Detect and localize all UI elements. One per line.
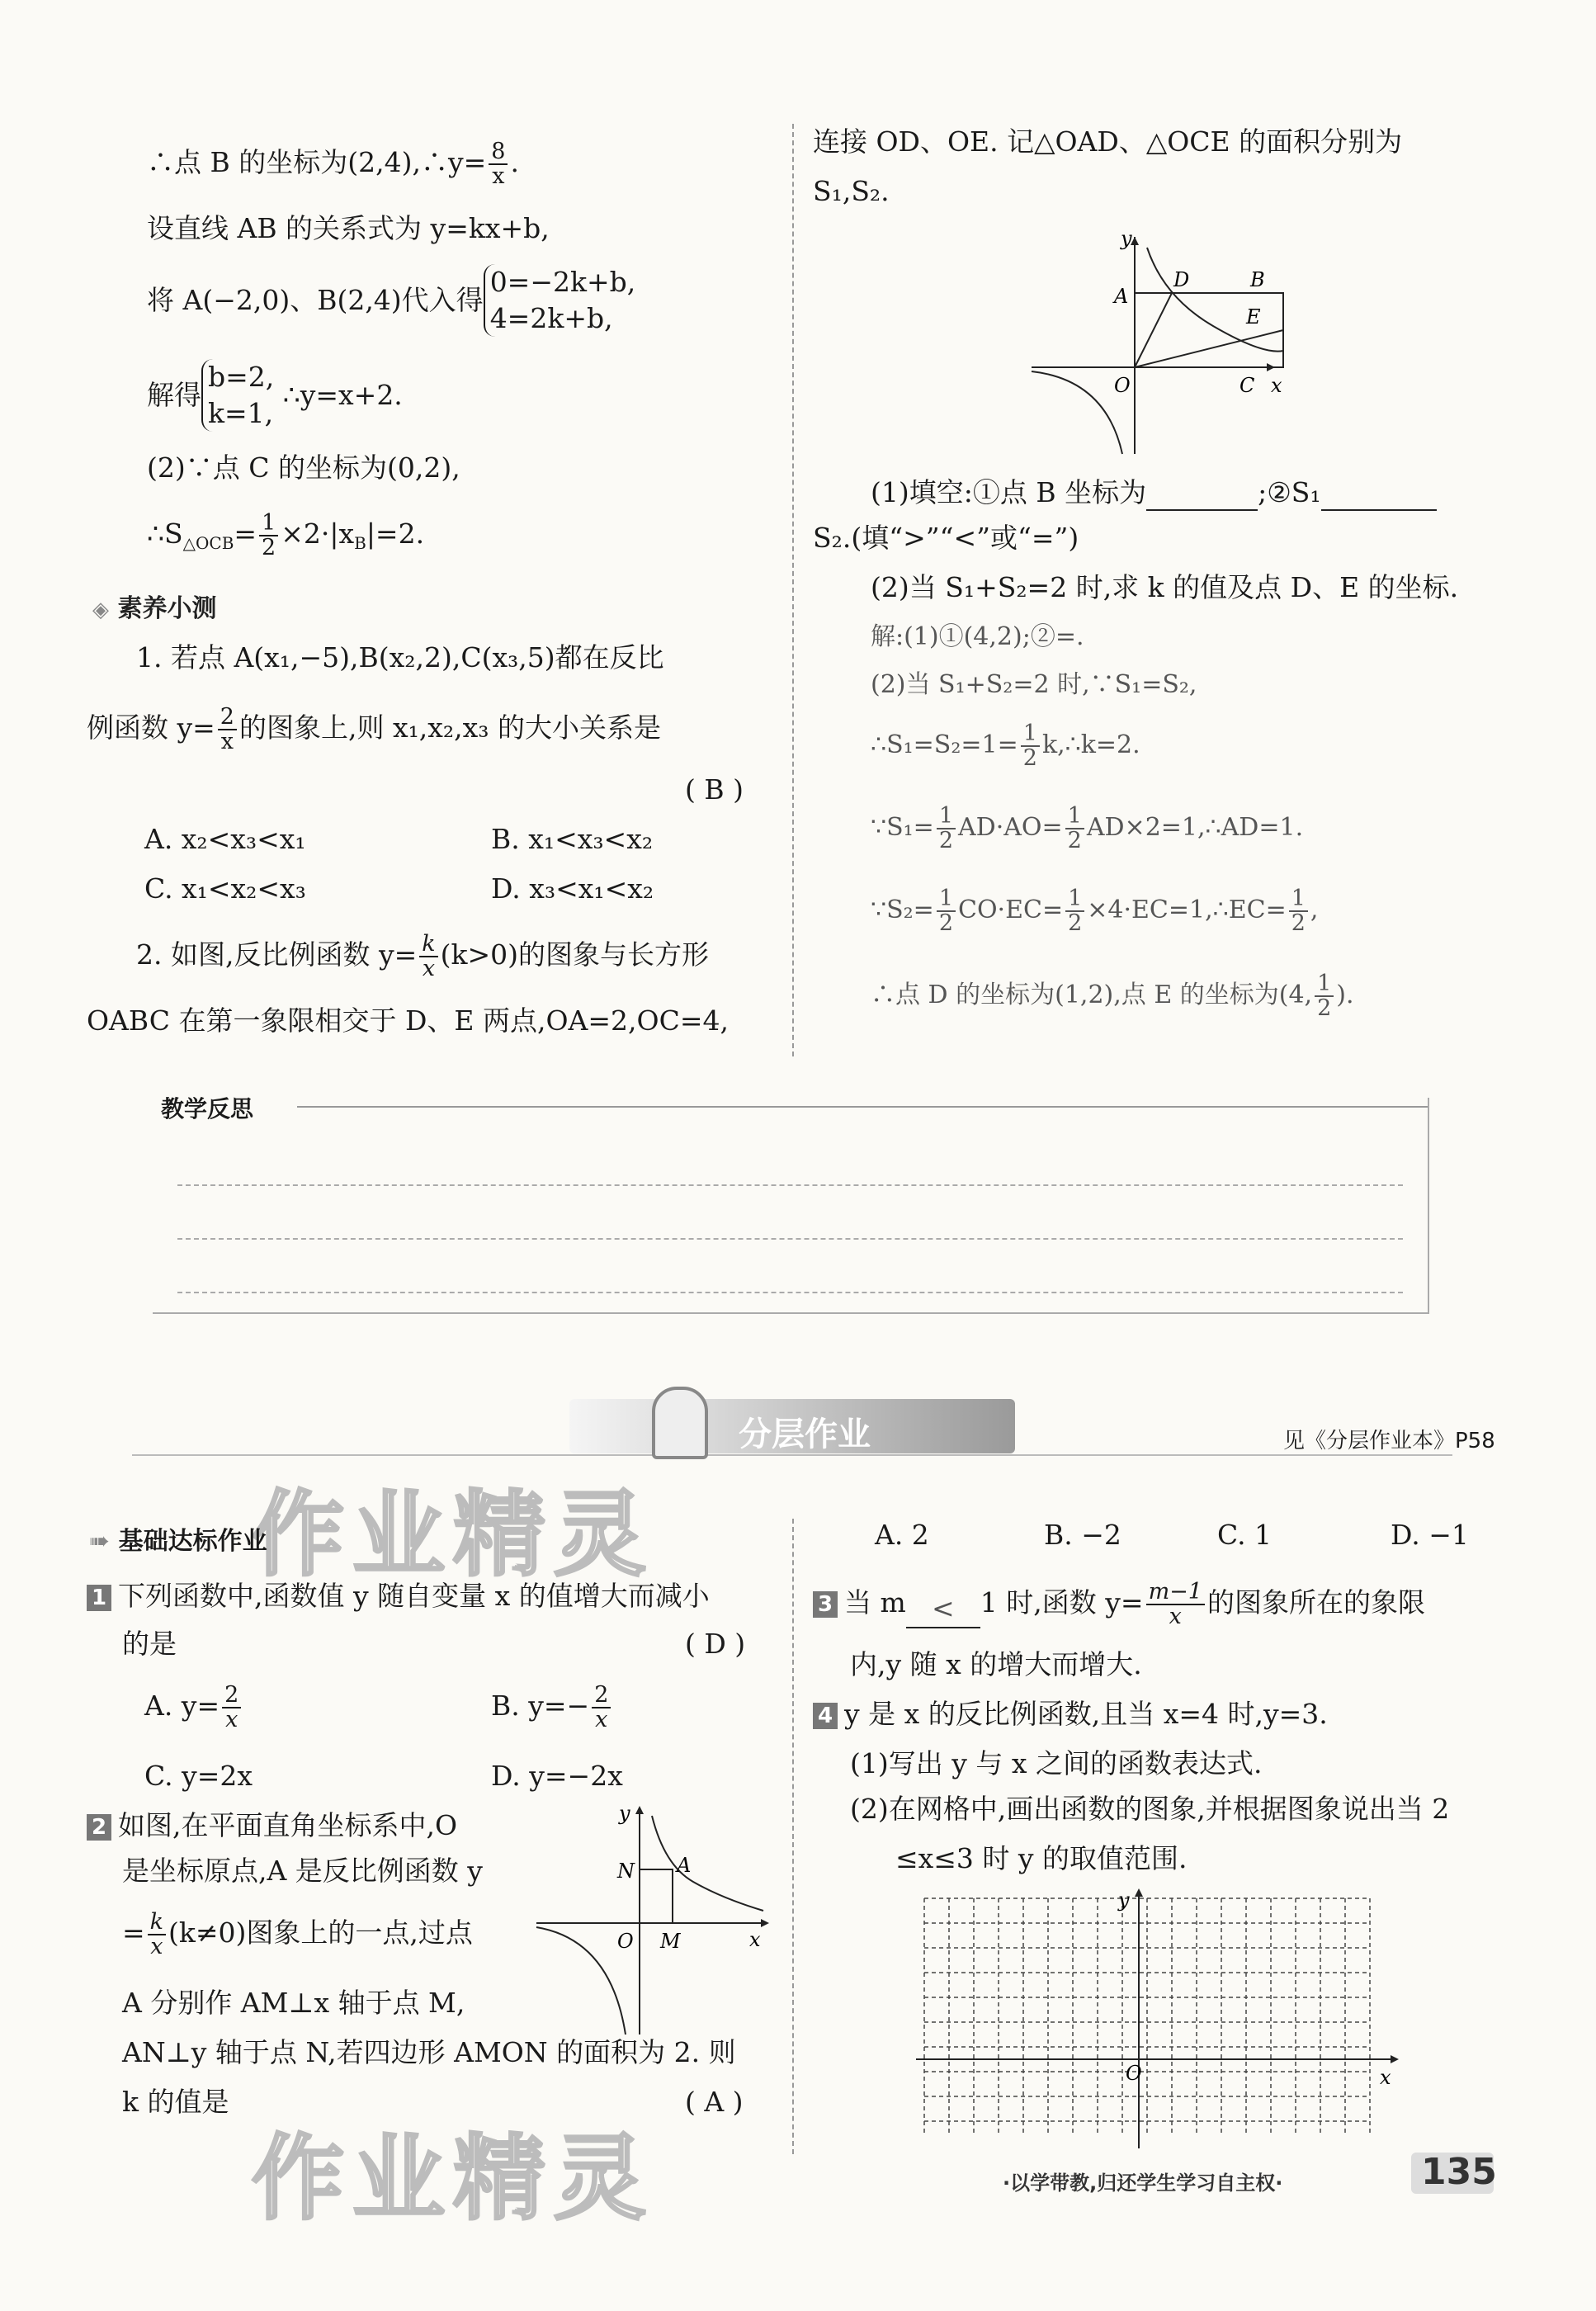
person-icon <box>652 1387 708 1459</box>
footer-slogan: ·以学带教,归还学生学习自主权· <box>1003 2172 1283 2195</box>
hyperbola-branch-3 <box>536 1927 626 2035</box>
h2-stem-line1: 2 如图,在平面直角坐标系中,O <box>87 1808 457 1844</box>
h2-stem-line4: A 分别作 AM⊥x 轴于点 M, <box>122 1987 465 2019</box>
q2-stem-line4: S₁,S₂. <box>813 175 890 207</box>
h4-part1: (1)写出 y 与 x 之间的函数表达式. <box>850 1747 1263 1779</box>
q2-solution-1: 解:(1)①(4,2);②=. <box>871 622 1084 651</box>
q1-option-a: A. x₂<x₃<x₁ <box>144 823 306 855</box>
h2-option-b: B. −2 <box>1044 1519 1121 1551</box>
label-c: C <box>1239 374 1255 397</box>
segment-od <box>1135 293 1172 367</box>
h1-option-d: D. y=−2x <box>491 1760 623 1792</box>
label-y: y <box>1118 1888 1130 1912</box>
q1-option-b: B. x₁<x₃<x₂ <box>491 823 654 855</box>
q2-stem-line2: OABC 在第一象限相交于 D、E 两点,OA=2,OC=4, <box>87 1004 729 1037</box>
label-x: x <box>1380 2066 1391 2089</box>
watermark-top: 作业精灵 <box>252 1482 654 1589</box>
solution-line-3: 将 A(−2,0)、B(2,4)代入得0=−2k+b, 4=2k+b, <box>147 264 635 337</box>
h2-number-badge: 2 <box>87 1814 111 1841</box>
q2-solution-6: ∴点 D 的坐标为(1,2),点 E 的坐标为(4, $\frac{1}{2}$ ). <box>871 971 1354 1021</box>
h2-stem-line3: = $\frac{k}{x}$ (k≠0)图象上的一点,过点 <box>122 1909 473 1959</box>
solution-line-5: (2)∵点 C 的坐标为(0,2), <box>147 451 460 484</box>
layered-reference: 见《分层作业本》P58 <box>1283 1429 1495 1453</box>
column-divider-bottom <box>792 1519 794 2154</box>
label-a: A <box>677 1854 692 1877</box>
label-x: x <box>1271 374 1282 397</box>
h2-stem-line2: 是坐标原点,A 是反比例函数 y <box>122 1855 483 1887</box>
h1-number-badge: 1 <box>87 1585 111 1611</box>
h2-option-d: D. −1 <box>1391 1519 1469 1551</box>
q2-solution-5: ∵S₂= $\frac{1}{2}$ CO·EC= $\frac{1}{2}$ ×4·EC=1,∴EC= $\frac{1}{2}$ , <box>871 886 1319 936</box>
label-o: O <box>617 1930 634 1953</box>
q2-solution-3: ∴S₁=S₂=1= $\frac{1}{2}$ k,∴k=2. <box>871 721 1140 771</box>
h3-number-badge: 3 <box>813 1591 838 1618</box>
arrow-right-icon: ➠ <box>89 1527 111 1556</box>
q2-figure <box>1023 227 1296 458</box>
rectangle-amon <box>640 1869 673 1923</box>
label-x: x <box>749 1928 761 1951</box>
q2-fill-line1: (1)填空:①点 B 坐标为 ;②S₁ <box>871 475 1437 511</box>
diamond-icon: ◈ <box>92 598 109 622</box>
h2-answer: ( A ) <box>685 2086 744 2118</box>
h2-option-c: C. 1 <box>1217 1519 1273 1551</box>
label-e: E <box>1246 305 1261 328</box>
h4-number-badge: 4 <box>813 1703 838 1729</box>
h4-part2-line1: (2)在网格中,画出函数的图象,并根据图象说出当 2 <box>850 1793 1450 1825</box>
label-a: A <box>1114 285 1129 308</box>
h1-answer: ( D ) <box>685 1628 746 1660</box>
q1-answer: ( B ) <box>685 773 744 806</box>
label-b: B <box>1250 268 1265 291</box>
q1-stem-line1: 1. 若点 A(x₁,−5),B(x₂,2),C(x₃,5)都在反比 <box>136 641 664 673</box>
solution-line-4: 解得b=2, k=1, ∴y=x+2. <box>147 359 403 432</box>
solution-line-2: 设直线 AB 的关系式为 y=kx+b, <box>147 212 550 244</box>
h2-option-a: A. 2 <box>875 1519 929 1551</box>
watermark-bottom: 作业精灵 <box>252 2125 654 2233</box>
h2-stem-line6: k 的值是 <box>122 2086 229 2118</box>
q2-solution-2: (2)当 S₁+S₂=2 时,∵S₁=S₂, <box>871 670 1197 699</box>
h4-part2-line2: ≤x≤3 时 y 的取值范围. <box>895 1842 1188 1874</box>
reflection-box <box>153 1098 1429 1314</box>
h2-stem-line5: AN⊥y 轴于点 N,若四边形 AMON 的面积为 2. 则 <box>122 2036 736 2068</box>
x-axis-arrow-icon <box>761 1919 769 1927</box>
h1-stem-line2: 的是 <box>122 1628 177 1660</box>
q1-option-d: D. x₃<x₁<x₂ <box>491 872 654 905</box>
h3-fill-answer: < <box>906 1590 980 1628</box>
h1-option-c: C. y=2x <box>144 1760 253 1792</box>
h3-stem-line1: 3 当 m < 1 时,函数 y= $\frac{m-1}{x}$ 的图象所在的象限 <box>813 1581 1425 1628</box>
h1-option-a: A. y= $\frac{2}{x}$ <box>144 1684 243 1732</box>
reflection-line-2 <box>177 1238 1403 1240</box>
label-m: M <box>660 1930 681 1953</box>
label-o: O <box>1126 2062 1142 2085</box>
solution-line-6: $\therefore S_{\triangle OCB}=$ $\frac{1}{2}$ $\times 2\cdot|x_B|=2$. <box>147 510 425 560</box>
column-divider-top <box>792 124 794 1056</box>
q2-part2: (2)当 S₁+S₂=2 时,求 k 的值及点 D、E 的坐标. <box>871 571 1459 603</box>
h2-figure <box>528 1799 776 2039</box>
reflection-line-3 <box>177 1292 1403 1293</box>
hyperbola-branch-3 <box>1032 371 1122 454</box>
reflection-line-1 <box>177 1184 1403 1186</box>
label-o: O <box>1114 374 1131 397</box>
label-y: y <box>1121 227 1132 250</box>
reflection-title: 教学反思 <box>161 1095 254 1122</box>
layered-title: 分层作业 <box>739 1415 871 1453</box>
q1-option-c: C. x₁<x₂<x₃ <box>144 872 306 905</box>
q2-fill-line2: S₂.(填“>”“<”或“=”) <box>813 522 1079 554</box>
x-axis-arrow-icon <box>1391 2055 1399 2063</box>
h4-grid <box>916 1886 1411 2150</box>
suyang-section-title: ◈ 素养小测 <box>92 594 217 623</box>
basic-section-title: ➠ 基础达标作业 <box>89 1527 267 1556</box>
h1-option-b: B. y=− $\frac{2}{x}$ <box>491 1684 613 1732</box>
solution-line-1: ∴点 B 的坐标为(2,4),∴y= $\frac{8}{x}$ . <box>147 139 519 189</box>
page-number: 135 <box>1421 2151 1497 2193</box>
reflection-title-rule <box>297 1106 1428 1108</box>
y-axis-arrow-icon <box>635 1806 644 1814</box>
y-axis-arrow-icon <box>1135 1888 1143 1897</box>
label-y: y <box>619 1802 630 1825</box>
q2-stem-line1: 2. 如图,反比例函数 y= $\frac{k}{x}$ (k>0)的图象与长方形 <box>136 931 710 981</box>
q2-solution-4: ∵S₁= $\frac{1}{2}$ AD·AO= $\frac{1}{2}$ AD×2=1,∴AD=1. <box>871 803 1304 853</box>
q1-stem-line2: 例函数 y= $\frac{2}{x}$ 的图象上,则 x₁,x₂,x₃ 的大小关系是 <box>87 704 661 754</box>
h3-stem-line2: 内,y 随 x 的增大而增大. <box>850 1648 1142 1680</box>
label-n: N <box>617 1860 635 1883</box>
label-d: D <box>1173 268 1190 291</box>
h1-stem-line1: 1 下列函数中,函数值 y 随自变量 x 的值增大而减小 <box>87 1578 710 1614</box>
rectangle-oabc <box>1135 293 1283 367</box>
h4-stem-line1: 4 y 是 x 的反比例函数,且当 x=4 时,y=3. <box>813 1696 1328 1732</box>
hyperbola-branch-1 <box>652 1816 763 1911</box>
q2-stem-line3: 连接 OD、OE. 记△OAD、△OCE 的面积分别为 <box>813 125 1403 158</box>
